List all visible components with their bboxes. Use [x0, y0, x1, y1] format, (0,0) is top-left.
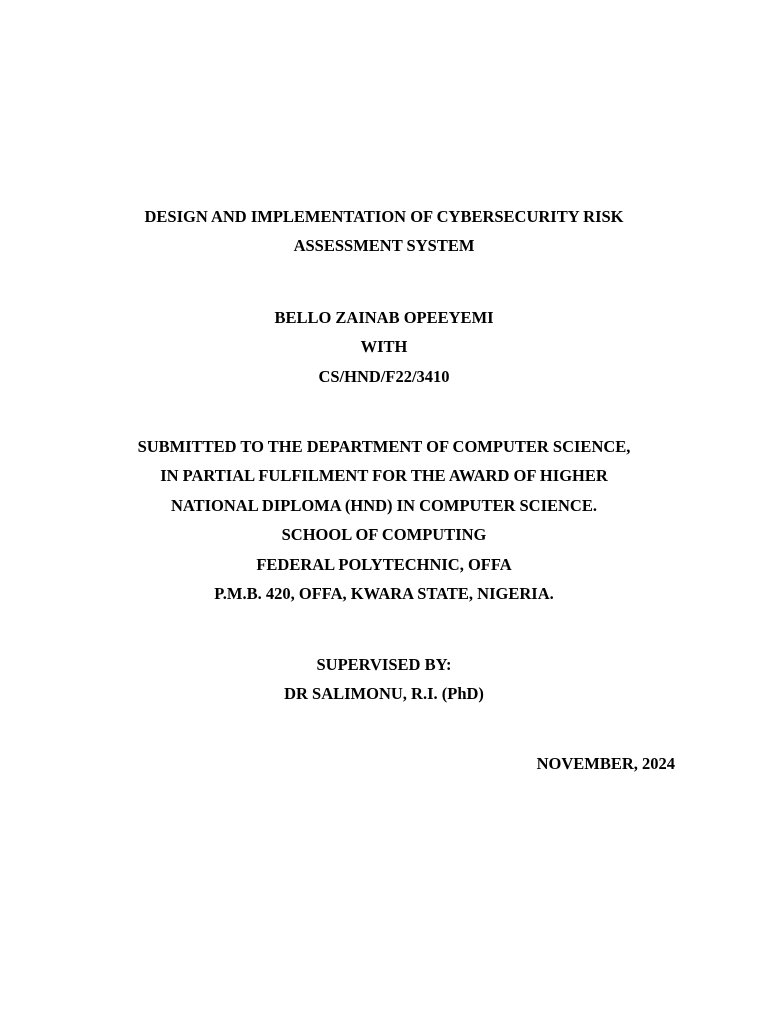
with-label: WITH: [360, 337, 408, 356]
submission-statement-line-3: NATIONAL DIPLOMA (HND) IN COMPUTER SCIENCE.: [171, 496, 597, 515]
project-title-line-1: DESIGN AND IMPLEMENTATION OF CYBERSECURITY RISK: [144, 207, 624, 226]
supervised-by-label: SUPERVISED BY:: [316, 655, 452, 674]
author-name: BELLO ZAINAB OPEEYEMI: [274, 308, 494, 327]
supervisor-name: DR SALIMONU, R.I. (PhD): [284, 684, 484, 703]
institution-address: P.M.B. 420, OFFA, KWARA STATE, NIGERIA.: [214, 584, 554, 603]
institution-name: FEDERAL POLYTECHNIC, OFFA: [256, 555, 512, 574]
submission-date: NOVEMBER, 2024: [536, 754, 675, 773]
project-title-line-2: ASSESSMENT SYSTEM: [293, 236, 475, 255]
submission-statement-line-1: SUBMITTED TO THE DEPARTMENT OF COMPUTER SCIENCE,: [137, 437, 631, 456]
school-name: SCHOOL OF COMPUTING: [281, 525, 487, 544]
matric-number: CS/HND/F22/3410: [318, 367, 450, 386]
submission-statement-line-2: IN PARTIAL FULFILMENT FOR THE AWARD OF HIGHER: [160, 466, 608, 485]
